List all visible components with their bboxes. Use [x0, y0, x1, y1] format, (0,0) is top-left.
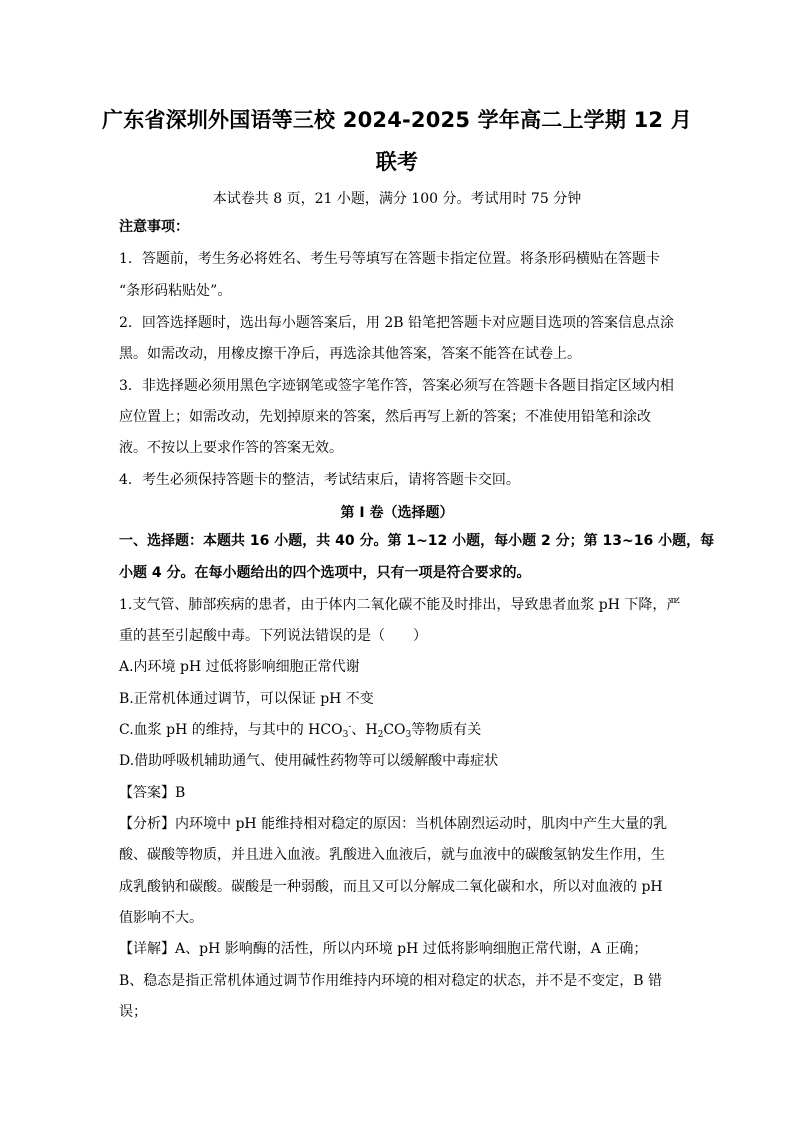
notice-item-3-line-1: 3．非选择题必须用黑色字迹钢笔或签字笔作答，答案必须写在答题卡各题目指定区域内相 — [119, 378, 674, 394]
question-1-analysis-line-3: 成乳酸钠和碳酸。碳酸是一种弱酸，而且又可以分解成二氧化碳和水，所以对血液的 pH — [119, 879, 663, 895]
option-c-sub-2: 2 — [377, 730, 384, 740]
question-1-stem-line-1: 1.支气管、肺部疾病的患者，由于体内二氧化碳不能及时排出，导致患者血浆 pH 下降，严 — [119, 597, 681, 613]
question-1-stem-line-2: 重的甚至引起酸中毒。下列说法错误的是（ ） — [119, 628, 427, 644]
question-1-detail-line-3: 误； — [119, 1004, 147, 1020]
question-1-option-b: B.正常机体通过调节，可以保证 pH 不变 — [119, 691, 374, 707]
section-heading: 第 I 卷（选择题） — [340, 505, 454, 521]
option-c-sup-1: - — [348, 722, 352, 732]
notice-item-2-line-2: 黑。如需改动，用橡皮擦干净后，再选涂其他答案，答案不能答在试卷上。 — [119, 346, 581, 362]
question-1-analysis-line-4: 值影响不大。 — [119, 910, 203, 926]
option-c-mid-2: CO — [383, 722, 406, 738]
question-1-analysis-line-2: 酸、碳酸等物质，并且进入血液。乳酸进入血液后，就与血液中的碳酸氢钠发生作用，生 — [119, 847, 665, 863]
exam-info: 本试卷共 8 页，21 小题，满分 100 分。考试用时 75 分钟 — [212, 191, 582, 207]
question-1-option-a: A.内环境 pH 过低将影响细胞正常代谢 — [119, 659, 360, 675]
notice-item-4-line-1: 4．考生必须保持答题卡的整洁，考试结束后，请将答题卡交回。 — [119, 472, 520, 488]
question-1-detail-line-2: B、稳态是指正常机体通过调节作用维持内环境的相对稳定的状态，并不是不变定，B 错 — [119, 973, 663, 989]
option-c-suffix: 等物质有关 — [411, 722, 482, 738]
section-intro-line-2: 小题 4 分。在每小题给出的四个选项中，只有一项是符合要求的。 — [119, 565, 531, 581]
notice-heading: 注意事项： — [119, 219, 189, 235]
notice-item-1-line-2: “条形码粘贴处”。 — [119, 283, 232, 299]
option-c-mid: 、H — [351, 722, 378, 738]
option-c-sub-3: 3 — [405, 730, 412, 740]
document-title-line1: 广东省深圳外国语等三校 2024-2025 学年高二上学期 12 月 — [102, 108, 692, 132]
document-title-line2: 联考 — [375, 150, 419, 174]
notice-item-1-line-1: 1．答题前，考生务必将姓名、考生号等填写在答题卡指定位置。将条形码横贴在答题卡 — [119, 251, 660, 267]
question-1-answer: 【答案】B — [119, 785, 186, 801]
question-1-detail-line-1: 【详解】A、pH 影响酶的活性，所以内环境 pH 过低将影响细胞正常代谢，A 正确； — [119, 941, 648, 957]
section-intro-line-1: 一、选择题：本题共 16 小题，共 40 分。第 1~12 小题，每小题 2 分；第 13~16 小题，每 — [119, 533, 715, 549]
question-1-option-c — [119, 721, 481, 739]
question-1-option-d: D.借助呼吸机辅助通气、使用碱性药物等可以缓解酸中毒症状 — [119, 753, 499, 769]
option-c-prefix: C.血浆 pH 的维持，与其中的 HCO — [119, 722, 343, 738]
notice-item-3-line-2: 应位置上；如需改动，先划掉原来的答案，然后再写上新的答案；不准使用铅笔和涂改 — [119, 409, 651, 425]
notice-item-2-line-1: 2．回答选择题时，选出每小题答案后，用 2B 铅笔把答题卡对应题目选项的答案信息点涂 — [119, 315, 675, 331]
option-c-sub-1: 3 — [342, 730, 349, 740]
notice-item-3-line-3: 液。不按以上要求作答的答案无效。 — [119, 440, 343, 456]
question-1-analysis-line-1: 【分析】内环境中 pH 能维持相对稳定的原因：当机体剧烈运动时，肌肉中产生大量的乳 — [119, 816, 668, 832]
